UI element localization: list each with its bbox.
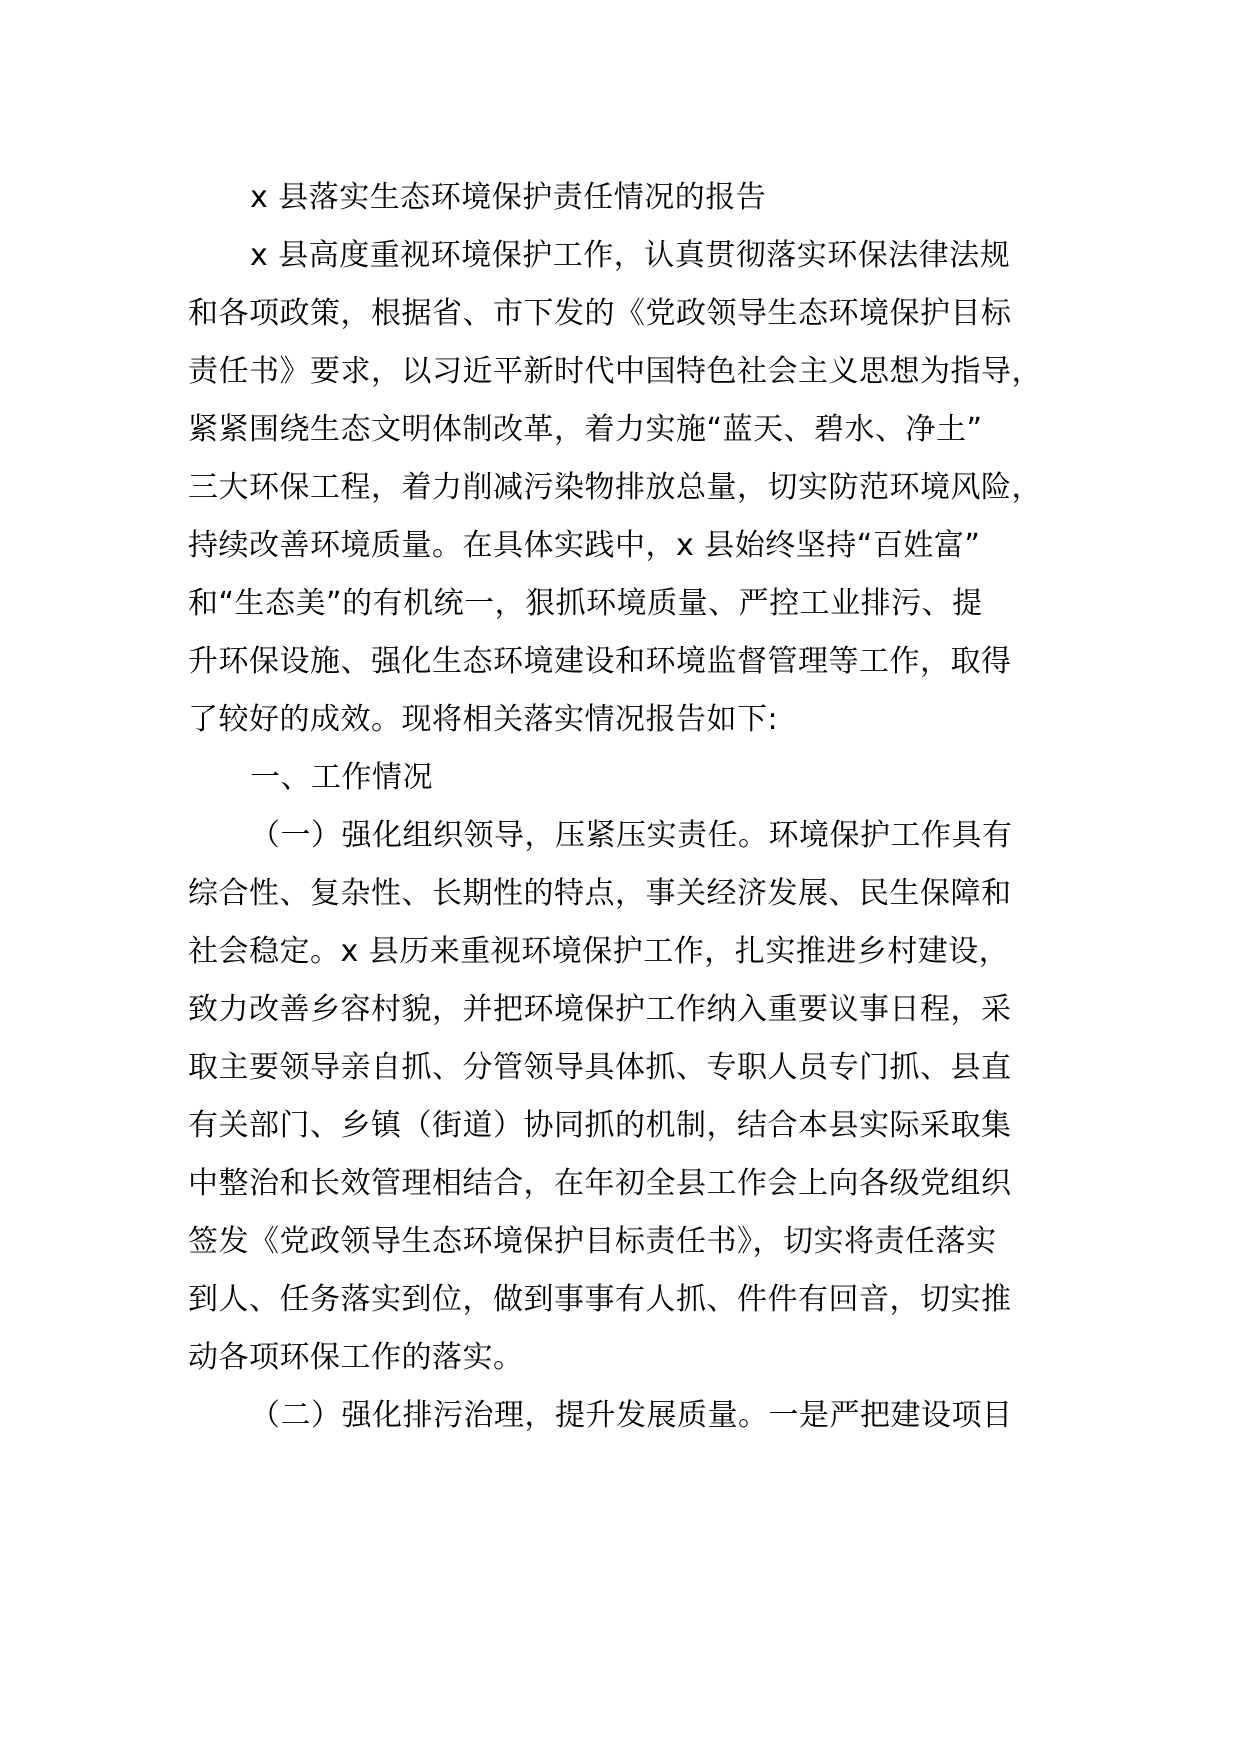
paragraph-line: 到人、任务落实到位，做到事事有人抓、件件有回音，切实推	[188, 1282, 1012, 1317]
paragraph-line: 有关部门、乡镇（街道）协同抓的机制，结合本县实际采取集	[188, 1108, 1012, 1143]
paragraph-line: 中整治和长效管理相结合，在年初全县工作会上向各级党组织	[188, 1166, 1012, 1201]
paragraph-line: 和“生态美”的有机统一，狠抓环境质量、严控工业排污、提	[188, 586, 983, 621]
paragraph-line: 升环保设施、强化生态环境建设和环境监督管理等工作，取得	[188, 644, 1012, 679]
paragraph-line: （一）强化组织领导，压紧压实责任。环境保护工作具有	[250, 818, 1013, 853]
paragraph-line: 三大环保工程，着力削减污染物排放总量，切实防范环境风险，	[188, 470, 1042, 505]
paragraph-line: 了较好的成效。现将相关落实情况报告如下:	[188, 702, 779, 737]
paragraph-line: 责任书》要求，以习近平新时代中国特色社会主义思想为指导，	[188, 354, 1042, 389]
paragraph-line: 持续改善环境质量。在具体实践中，x 县始终坚持“百姓富”	[188, 528, 981, 563]
paragraph-line: 取主要领导亲自抓、分管领导具体抓、专职人员专门抓、县直	[188, 1050, 1012, 1085]
paragraph-line: 紧紧围绕生态文明体制改革，着力实施“蓝天、碧水、净土”	[188, 412, 983, 447]
paragraph-line: （二）强化排污治理，提升发展质量。一是严把建设项目	[250, 1398, 1013, 1433]
paragraph-line: 综合性、复杂性、长期性的特点，事关经济发展、民生保障和	[188, 876, 1012, 911]
document-title: x 县落实生态环境保护责任情况的报告	[250, 180, 767, 215]
section-heading: 一、工作情况	[250, 760, 433, 795]
paragraph-line: 和各项政策，根据省、市下发的《党政领导生态环境保护目标	[188, 296, 1012, 331]
paragraph-line: x 县高度重视环境保护工作，认真贯彻落实环保法律法规	[250, 238, 1011, 273]
paragraph-line: 动各项环保工作的落实。	[188, 1340, 524, 1375]
paragraph-line: 社会稳定。x 县历来重视环境保护工作，扎实推进乡村建设，	[188, 934, 1010, 969]
paragraph-line: 签发《党政领导生态环境保护目标责任书》，切实将责任落实	[188, 1224, 997, 1259]
paragraph-line: 致力改善乡容村貌，并把环境保护工作纳入重要议事日程，采	[188, 992, 1012, 1027]
